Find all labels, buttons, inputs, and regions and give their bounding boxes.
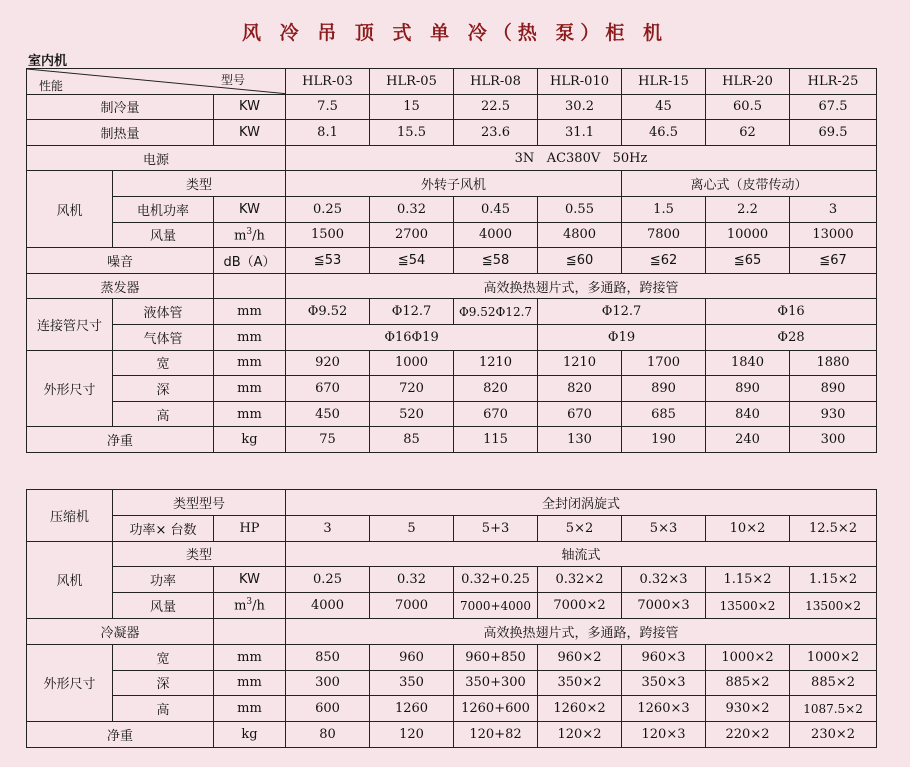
value-cell: 0.32 <box>370 567 454 593</box>
row-label: 深 <box>113 376 214 402</box>
value-cell: 4800 <box>538 222 622 248</box>
depth-row <box>27 376 877 402</box>
value-cell: 69.5 <box>790 120 877 146</box>
value-cell: Φ12.7 <box>370 299 454 325</box>
unit-cell: KW <box>214 94 286 120</box>
value-cell: 120×2 <box>538 722 622 748</box>
value-cell: 960 <box>370 644 454 670</box>
unit-cell: KW <box>214 196 286 222</box>
header-model-label: 型号 <box>221 73 246 87</box>
value-cell: Φ16 <box>706 299 877 325</box>
fan-type-centrifugal: 离心式（皮带传动） <box>622 171 877 197</box>
value-cell: 67.5 <box>790 94 877 120</box>
value-cell: 670 <box>538 401 622 427</box>
page-title: 风 冷 吊 顶 式 单 冷（热 泵）柜 机 <box>242 22 668 44</box>
row-label: 制冷量 <box>27 94 214 120</box>
value-cell: 350×3 <box>622 670 706 696</box>
row-label: 净重 <box>27 722 214 748</box>
outdoor-fan-power-row <box>27 567 877 593</box>
value-cell: 1.15×2 <box>790 567 877 593</box>
value-cell: 85 <box>370 427 454 453</box>
liquid-pipe-row <box>27 299 877 325</box>
value-cell: 0.32 <box>370 196 454 222</box>
value-cell: 7000+4000 <box>454 593 538 619</box>
value-cell: 115 <box>454 427 538 453</box>
value-cell: 1210 <box>454 350 538 376</box>
compressor-type-row <box>27 490 877 516</box>
value-cell: ≦67 <box>790 248 877 274</box>
value-cell: 7000 <box>370 593 454 619</box>
outdoor-weight-row <box>27 722 877 748</box>
value-cell: 1500 <box>286 222 370 248</box>
value-cell: ≦65 <box>706 248 790 274</box>
value-cell: 820 <box>454 376 538 402</box>
row-label: 冷凝器 <box>27 618 214 644</box>
value-cell: 13500×2 <box>790 593 877 619</box>
group-label-dims: 外形尺寸 <box>27 350 113 427</box>
unit-cell <box>214 273 286 299</box>
value-cell: 12.5×2 <box>790 515 877 541</box>
value-cell: 1260 <box>370 696 454 722</box>
value-cell: 850 <box>286 644 370 670</box>
value-cell: 840 <box>706 401 790 427</box>
value-cell: Φ12.7 <box>538 299 706 325</box>
value-cell: 8.1 <box>286 120 370 146</box>
unit-cell: kg <box>214 427 286 453</box>
group-label-compressor: 压缩机 <box>27 490 113 542</box>
value-cell: 46.5 <box>622 120 706 146</box>
row-label: 气体管 <box>113 324 214 350</box>
value-cell: 5+3 <box>454 515 538 541</box>
value-cell: 350+300 <box>454 670 538 696</box>
group-label-fan: 风机 <box>27 171 113 248</box>
fan-type-value: 轴流式 <box>286 541 877 567</box>
value-cell: 885×2 <box>706 670 790 696</box>
evaporator-value: 高效换热翅片式，多通路，跨接管 <box>286 273 877 299</box>
outdoor-fan-type-row <box>27 541 877 567</box>
value-cell: 0.32+0.25 <box>454 567 538 593</box>
unit-cell: mm <box>214 696 286 722</box>
value-cell: 15 <box>370 94 454 120</box>
weight-row <box>27 427 877 453</box>
value-cell: 7000×2 <box>538 593 622 619</box>
row-label: 制热量 <box>27 120 214 146</box>
unit-cell: KW <box>214 120 286 146</box>
value-cell: Φ19 <box>538 324 706 350</box>
row-label: 净重 <box>27 427 214 453</box>
value-cell: 670 <box>454 401 538 427</box>
value-cell: 22.5 <box>454 94 538 120</box>
row-label: 类型 <box>113 541 286 567</box>
evaporator-row <box>27 273 877 299</box>
value-cell: 930×2 <box>706 696 790 722</box>
value-cell: 4000 <box>454 222 538 248</box>
unit-cell <box>214 618 286 644</box>
value-cell: ≦60 <box>538 248 622 274</box>
group-label-fan: 风机 <box>27 541 113 618</box>
value-cell: 7.5 <box>286 94 370 120</box>
row-label: 风量 <box>113 593 214 619</box>
motor-power-row <box>27 196 877 222</box>
unit-cell: mm <box>214 299 286 325</box>
row-label: 电机功率 <box>113 196 214 222</box>
unit-cell: KW <box>214 567 286 593</box>
power-row <box>27 145 877 171</box>
noise-row <box>27 248 877 274</box>
header-perf-label: 性能 <box>39 78 64 93</box>
value-cell: 5×2 <box>538 515 622 541</box>
value-cell: 1000 <box>370 350 454 376</box>
row-label: 风量 <box>113 222 214 248</box>
value-cell: 450 <box>286 401 370 427</box>
value-cell: 300 <box>790 427 877 453</box>
value-cell: 350 <box>370 670 454 696</box>
row-label: 功率× 台数 <box>113 515 214 541</box>
value-cell: Φ9.52Φ12.7 <box>454 299 538 325</box>
row-label: 宽 <box>113 644 214 670</box>
outdoor-spec-table <box>26 489 877 748</box>
value-cell: Φ9.52 <box>286 299 370 325</box>
condenser-value: 高效换热翅片式，多通路，跨接管 <box>286 618 877 644</box>
unit-cell: dB（A） <box>214 248 286 274</box>
value-cell: 350×2 <box>538 670 622 696</box>
value-cell: 820 <box>538 376 622 402</box>
unit-cell: $m^3/h$ <box>214 593 286 619</box>
value-cell: 0.25 <box>286 196 370 222</box>
row-label: 类型 <box>113 171 286 197</box>
value-cell: 10000 <box>706 222 790 248</box>
value-cell: 10×2 <box>706 515 790 541</box>
row-label: 高 <box>113 696 214 722</box>
value-cell: 120+82 <box>454 722 538 748</box>
value-cell: 960×2 <box>538 644 622 670</box>
value-cell: 960×3 <box>622 644 706 670</box>
unit-cell: mm <box>214 376 286 402</box>
value-cell: 2700 <box>370 222 454 248</box>
value-cell: 120×3 <box>622 722 706 748</box>
model-header: HLR-20 <box>706 69 790 95</box>
height-row <box>27 401 877 427</box>
row-label: 深 <box>113 670 214 696</box>
value-cell: 920 <box>286 350 370 376</box>
value-cell: 0.32×2 <box>538 567 622 593</box>
value-cell: Φ16Φ19 <box>286 324 538 350</box>
row-label: 功率 <box>113 567 214 593</box>
value-cell: 1000×2 <box>790 644 877 670</box>
value-cell: 230×2 <box>790 722 877 748</box>
unit-cell: mm <box>214 401 286 427</box>
value-cell: 600 <box>286 696 370 722</box>
value-cell: 1.15×2 <box>706 567 790 593</box>
heating-row <box>27 120 877 146</box>
value-cell: 80 <box>286 722 370 748</box>
unit-cell: HP <box>214 515 286 541</box>
value-cell: 15.5 <box>370 120 454 146</box>
condenser-row <box>27 618 877 644</box>
model-header: HLR-05 <box>370 69 454 95</box>
value-cell: ≦62 <box>622 248 706 274</box>
value-cell: 2.2 <box>706 196 790 222</box>
power-value: 3N AC380V 50Hz <box>286 145 877 171</box>
value-cell: Φ28 <box>706 324 877 350</box>
value-cell: 670 <box>286 376 370 402</box>
value-cell: 1260×2 <box>538 696 622 722</box>
model-header: HLR-08 <box>454 69 538 95</box>
row-label: 液体管 <box>113 299 214 325</box>
value-cell: 7800 <box>622 222 706 248</box>
model-header: HLR-03 <box>286 69 370 95</box>
unit-cell: mm <box>214 670 286 696</box>
value-cell: 220×2 <box>706 722 790 748</box>
outdoor-width-row <box>27 644 877 670</box>
value-cell: 685 <box>622 401 706 427</box>
value-cell: ≦58 <box>454 248 538 274</box>
value-cell: 7000×3 <box>622 593 706 619</box>
unit-cell: mm <box>214 324 286 350</box>
value-cell: 300 <box>286 670 370 696</box>
value-cell: 720 <box>370 376 454 402</box>
value-cell: 0.32×3 <box>622 567 706 593</box>
value-cell: 0.25 <box>286 567 370 593</box>
header-diagonal-cell <box>27 69 286 95</box>
value-cell: 520 <box>370 401 454 427</box>
model-header: HLR-15 <box>622 69 706 95</box>
value-cell: 1000×2 <box>706 644 790 670</box>
unit-cell: mm <box>214 644 286 670</box>
value-cell: 30.2 <box>538 94 622 120</box>
value-cell: 1260+600 <box>454 696 538 722</box>
value-cell: ≦53 <box>286 248 370 274</box>
value-cell: 120 <box>370 722 454 748</box>
value-cell: 5 <box>370 515 454 541</box>
value-cell: 0.45 <box>454 196 538 222</box>
value-cell: 3 <box>286 515 370 541</box>
value-cell: 240 <box>706 427 790 453</box>
cooling-row <box>27 94 877 120</box>
value-cell: 1.5 <box>622 196 706 222</box>
row-label: 噪音 <box>27 248 214 274</box>
value-cell: 31.1 <box>538 120 622 146</box>
fan-type-row <box>27 171 877 197</box>
group-label-pipe: 连接管尺寸 <box>27 299 113 350</box>
row-label: 宽 <box>113 350 214 376</box>
row-label: 电源 <box>27 145 286 171</box>
outdoor-depth-row <box>27 670 877 696</box>
value-cell: 0.55 <box>538 196 622 222</box>
width-row <box>27 350 877 376</box>
value-cell: 1840 <box>706 350 790 376</box>
value-cell: 5×3 <box>622 515 706 541</box>
value-cell: 890 <box>622 376 706 402</box>
row-label: 蒸发器 <box>27 273 214 299</box>
value-cell: 885×2 <box>790 670 877 696</box>
value-cell: 960+850 <box>454 644 538 670</box>
gas-pipe-row <box>27 324 877 350</box>
airflow-row <box>27 222 877 248</box>
model-header: HLR-25 <box>790 69 877 95</box>
value-cell: 4000 <box>286 593 370 619</box>
fan-type-outer-rotor: 外转子风机 <box>286 171 622 197</box>
value-cell: 13000 <box>790 222 877 248</box>
value-cell: 1880 <box>790 350 877 376</box>
value-cell: 62 <box>706 120 790 146</box>
section-label-indoor: 室内机 <box>28 54 68 69</box>
model-header: HLR-010 <box>538 69 622 95</box>
header-row <box>27 69 877 95</box>
group-label-dims: 外形尺寸 <box>27 644 113 721</box>
value-cell: 1260×3 <box>622 696 706 722</box>
outdoor-airflow-row <box>27 593 877 619</box>
outdoor-height-row <box>27 696 877 722</box>
value-cell: 23.6 <box>454 120 538 146</box>
value-cell: 1700 <box>622 350 706 376</box>
unit-cell: mm <box>214 350 286 376</box>
indoor-spec-table <box>26 68 877 453</box>
value-cell: 130 <box>538 427 622 453</box>
compressor-power-row <box>27 515 877 541</box>
value-cell: 75 <box>286 427 370 453</box>
value-cell: 930 <box>790 401 877 427</box>
row-label: 类型型号 <box>113 490 286 516</box>
unit-cell: kg <box>214 722 286 748</box>
value-cell: 1087.5×2 <box>790 696 877 722</box>
value-cell: 45 <box>622 94 706 120</box>
value-cell: 890 <box>706 376 790 402</box>
value-cell: 3 <box>790 196 877 222</box>
value-cell: 190 <box>622 427 706 453</box>
value-cell: 13500×2 <box>706 593 790 619</box>
row-label: 高 <box>113 401 214 427</box>
value-cell: 1210 <box>538 350 622 376</box>
value-cell: ≦54 <box>370 248 454 274</box>
value-cell: 890 <box>790 376 877 402</box>
compressor-type-value: 全封闭涡旋式 <box>286 490 877 516</box>
value-cell: 60.5 <box>706 94 790 120</box>
unit-cell: $m^3/h$ <box>214 222 286 248</box>
